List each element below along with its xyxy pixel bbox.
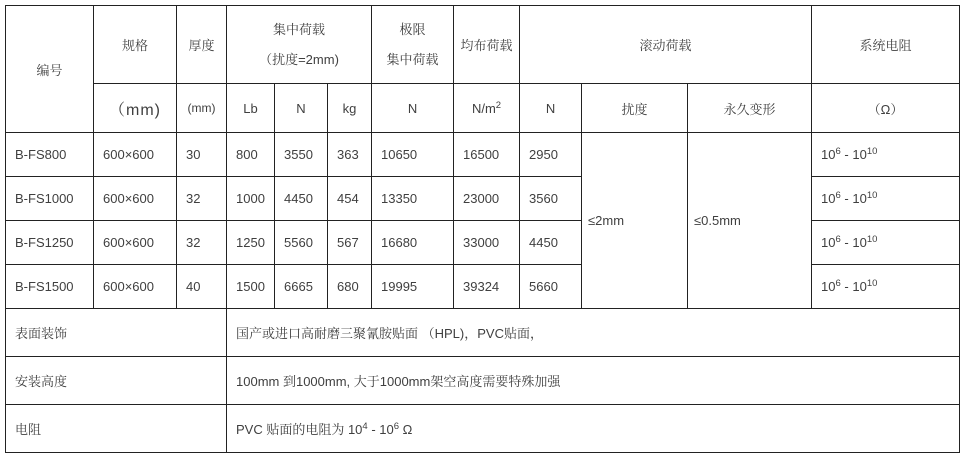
res-sup2: 10 — [866, 278, 878, 289]
cell-lb: 800 — [227, 133, 275, 177]
unit-n-per-m2-sup: 2 — [495, 99, 502, 111]
unit-ultimate-n: N — [372, 84, 454, 133]
header-distributed-load: 均布荷载 — [454, 6, 520, 84]
cell-n: 3550 — [275, 133, 328, 177]
header-deflection: 扰度 — [582, 84, 688, 133]
cell-spec: 600×600 — [94, 177, 177, 221]
cell-distributed: 16500 — [454, 133, 520, 177]
cell-thickness: 40 — [177, 265, 227, 309]
cell-distributed: 39324 — [454, 265, 520, 309]
cell-resistance — [812, 265, 960, 309]
header-ultimate-load-line1: 极限 — [399, 21, 426, 37]
footer-label-surface: 表面装饰 — [6, 309, 227, 357]
res-sup1: 6 — [835, 278, 841, 289]
cell-n: 4450 — [275, 177, 328, 221]
floor-spec-table — [5, 5, 960, 453]
res-base2: 10 — [852, 279, 867, 294]
cell-id: B-FS1000 — [6, 177, 94, 221]
res-sup2: 10 — [866, 234, 878, 245]
cell-lb: 1500 — [227, 265, 275, 309]
res-base2: 10 — [852, 235, 867, 250]
header-id: 编号 — [6, 6, 94, 133]
cell-kg: 567 — [328, 221, 372, 265]
cell-ultimate-n: 10650 — [372, 133, 454, 177]
unit-ohm: （Ω） — [812, 84, 960, 133]
cell-id: B-FS1500 — [6, 265, 94, 309]
cell-kg: 680 — [328, 265, 372, 309]
cell-lb: 1250 — [227, 221, 275, 265]
cell-thickness: 30 — [177, 133, 227, 177]
cell-thickness: 32 — [177, 177, 227, 221]
unit-spec-mm: （mm) — [94, 84, 177, 133]
cell-ultimate-n: 16680 — [372, 221, 454, 265]
res-sup1: 6 — [835, 234, 841, 245]
cell-ultimate-n: 19995 — [372, 265, 454, 309]
cell-rolling-n: 2950 — [520, 133, 582, 177]
resistance-sup1: 4 — [362, 421, 368, 432]
footer-value-surface: 国产或进口高耐磨三聚氰胺贴面 （HPL)，PVC贴面， — [227, 309, 960, 357]
res-base1: 10 — [821, 191, 836, 206]
cell-distributed: 33000 — [454, 221, 520, 265]
res-dash: - — [844, 279, 849, 294]
table-row — [6, 221, 960, 265]
cell-resistance — [812, 133, 960, 177]
footer-value-height: 100mm 到1000mm, 大于1000mm架空高度需要特殊加强 — [227, 357, 960, 405]
footer-value-resistance — [227, 405, 960, 453]
res-base1: 10 — [821, 147, 836, 162]
header-concentrated-load-line1: 集中荷载 — [273, 21, 326, 37]
header-concentrated-load-line2: （扰度=2mm) — [259, 51, 339, 67]
header-thickness: 厚度 — [177, 6, 227, 84]
unit-n-per-m2 — [454, 84, 520, 133]
footer-label-resistance: 电阻 — [6, 405, 227, 453]
resistance-ohm: Ω — [399, 422, 413, 437]
header-row-2 — [6, 84, 960, 133]
header-rolling-load: 滚动荷载 — [520, 6, 812, 84]
resistance-sup2: 6 — [393, 421, 400, 432]
res-sup2: 10 — [866, 190, 878, 201]
cell-thickness: 32 — [177, 221, 227, 265]
cell-permanent-deformation-merged: ≤0.5mm — [688, 133, 812, 309]
res-sup1: 6 — [835, 146, 841, 157]
table-row — [6, 177, 960, 221]
cell-spec: 600×600 — [94, 221, 177, 265]
cell-kg: 454 — [328, 177, 372, 221]
header-system-resistance: 系统电阻 — [812, 6, 960, 84]
cell-kg: 363 — [328, 133, 372, 177]
res-base2: 10 — [852, 147, 867, 162]
cell-rolling-n: 3560 — [520, 177, 582, 221]
res-dash: - — [844, 147, 849, 162]
cell-n: 5560 — [275, 221, 328, 265]
cell-resistance — [812, 177, 960, 221]
cell-id: B-FS800 — [6, 133, 94, 177]
footer-row-height — [6, 357, 960, 405]
header-ultimate-load — [372, 6, 454, 84]
header-ultimate-load-line2: 集中荷载 — [386, 51, 439, 67]
cell-id: B-FS1250 — [6, 221, 94, 265]
resistance-text: PVC 贴面的电阻为 10 — [236, 422, 363, 437]
cell-lb: 1000 — [227, 177, 275, 221]
resistance-text2: - 10 — [367, 422, 394, 437]
cell-spec: 600×600 — [94, 133, 177, 177]
unit-rolling-n: N — [520, 84, 582, 133]
res-base2: 10 — [852, 191, 867, 206]
cell-distributed: 23000 — [454, 177, 520, 221]
footer-row-resistance — [6, 405, 960, 453]
table-row — [6, 133, 960, 177]
res-sup2: 10 — [866, 146, 878, 157]
unit-thickness-mm: (mm) — [177, 84, 227, 133]
header-permanent-deformation: 永久变形 — [688, 84, 812, 133]
footer-row-surface — [6, 309, 960, 357]
res-dash: - — [844, 191, 849, 206]
cell-rolling-n: 4450 — [520, 221, 582, 265]
res-base1: 10 — [821, 279, 836, 294]
cell-ultimate-n: 13350 — [372, 177, 454, 221]
header-row-1 — [6, 6, 960, 84]
header-concentrated-load — [227, 6, 372, 84]
cell-rolling-n: 5660 — [520, 265, 582, 309]
header-spec: 规格 — [94, 6, 177, 84]
cell-deflection-merged: ≤2mm — [582, 133, 688, 309]
res-dash: - — [844, 235, 849, 250]
footer-label-height: 安装高度 — [6, 357, 227, 405]
res-base1: 10 — [821, 235, 836, 250]
table-row — [6, 265, 960, 309]
unit-n: N — [275, 84, 328, 133]
cell-resistance — [812, 221, 960, 265]
cell-n: 6665 — [275, 265, 328, 309]
unit-n-per-m2-base: N/m — [471, 100, 496, 116]
unit-kg: kg — [328, 84, 372, 133]
unit-lb: Lb — [227, 84, 275, 133]
res-sup1: 6 — [835, 190, 841, 201]
cell-spec: 600×600 — [94, 265, 177, 309]
